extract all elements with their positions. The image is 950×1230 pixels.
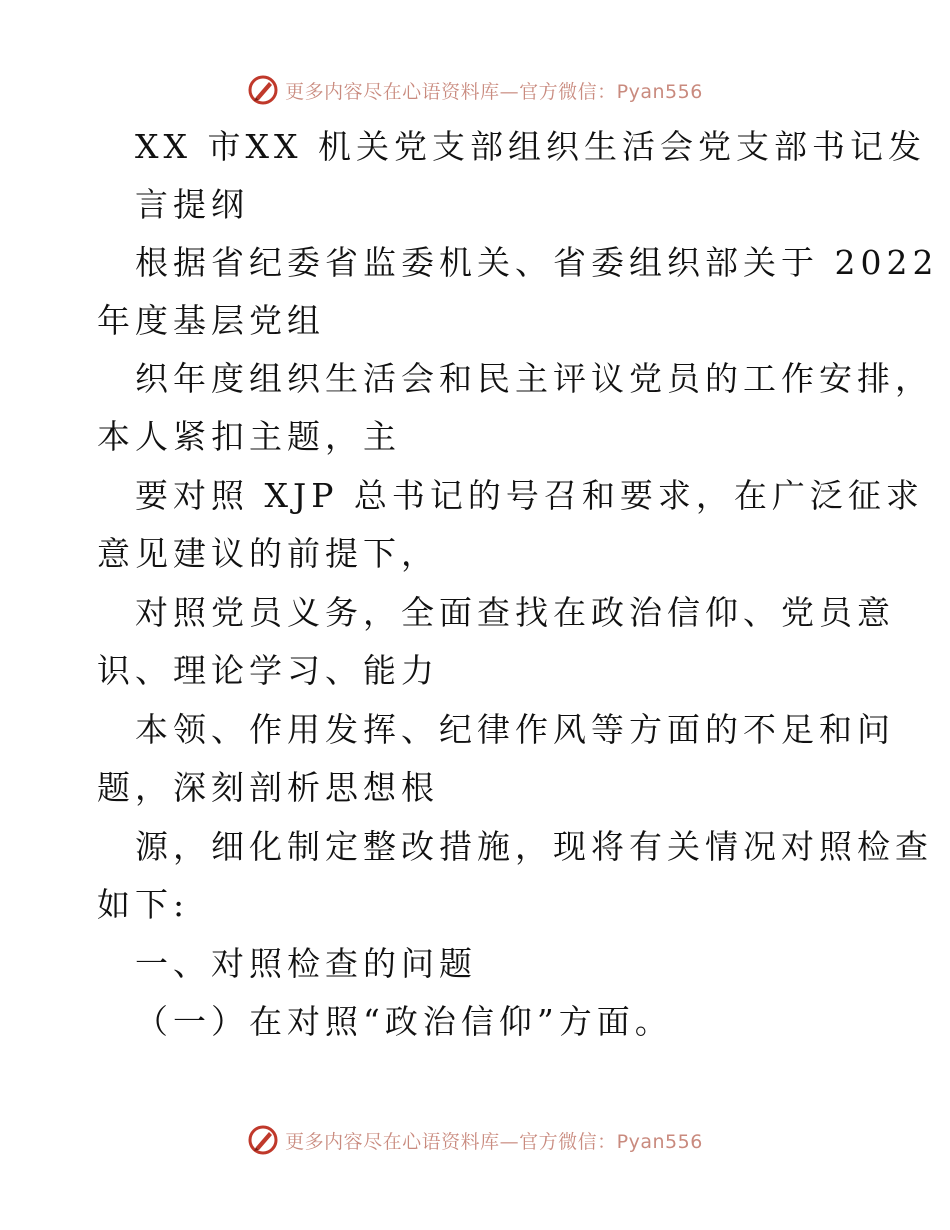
paragraph-line: 本人紧扣主题，主 — [97, 417, 401, 456]
paragraph-line: 对照党员义务，全面查找在政治信仰、党员意 — [135, 593, 895, 632]
subsection-heading: （一）在对照“政治信仰”方面。 — [135, 1002, 673, 1041]
watermark-banner-bottom — [0, 1120, 950, 1160]
title-line-1: XX 市XX 机关党支部组织生活会党支部书记发 — [135, 127, 926, 166]
paragraph-line: 源，细化制定整改措施，现将有关情况对照检查 — [135, 827, 933, 866]
watermark-text: 更多内容尽在心语资料库—官方微信：Pyan556 — [285, 80, 703, 103]
paragraph-line: 要对照 XJP 总书记的号召和要求，在广泛征求 — [135, 476, 924, 515]
paragraph-line: 识、理论学习、能力 — [97, 651, 439, 690]
watermark-banner-top — [0, 70, 950, 110]
watermark-text: 更多内容尽在心语资料库—官方微信：Pyan556 — [285, 1130, 703, 1153]
section-heading: 一、对照检查的问题 — [135, 944, 477, 983]
pen-logo-icon — [247, 1124, 279, 1156]
paragraph-line: 根据省纪委省监委机关、省委组织部关于 2022 — [135, 243, 939, 282]
pen-logo-icon — [247, 74, 279, 106]
paragraph-line: 年度基层党组 — [97, 301, 325, 340]
title-line-2: 言提纲 — [135, 185, 249, 224]
paragraph-line: 题，深刻剖析思想根 — [97, 768, 439, 807]
paragraph-line: 本领、作用发挥、纪律作风等方面的不足和问 — [135, 710, 895, 749]
paragraph-line: 织年度组织生活会和民主评议党员的工作安排， — [135, 359, 933, 398]
paragraph-line: 如下: — [97, 885, 190, 924]
paragraph-line: 意见建议的前提下， — [97, 534, 439, 573]
